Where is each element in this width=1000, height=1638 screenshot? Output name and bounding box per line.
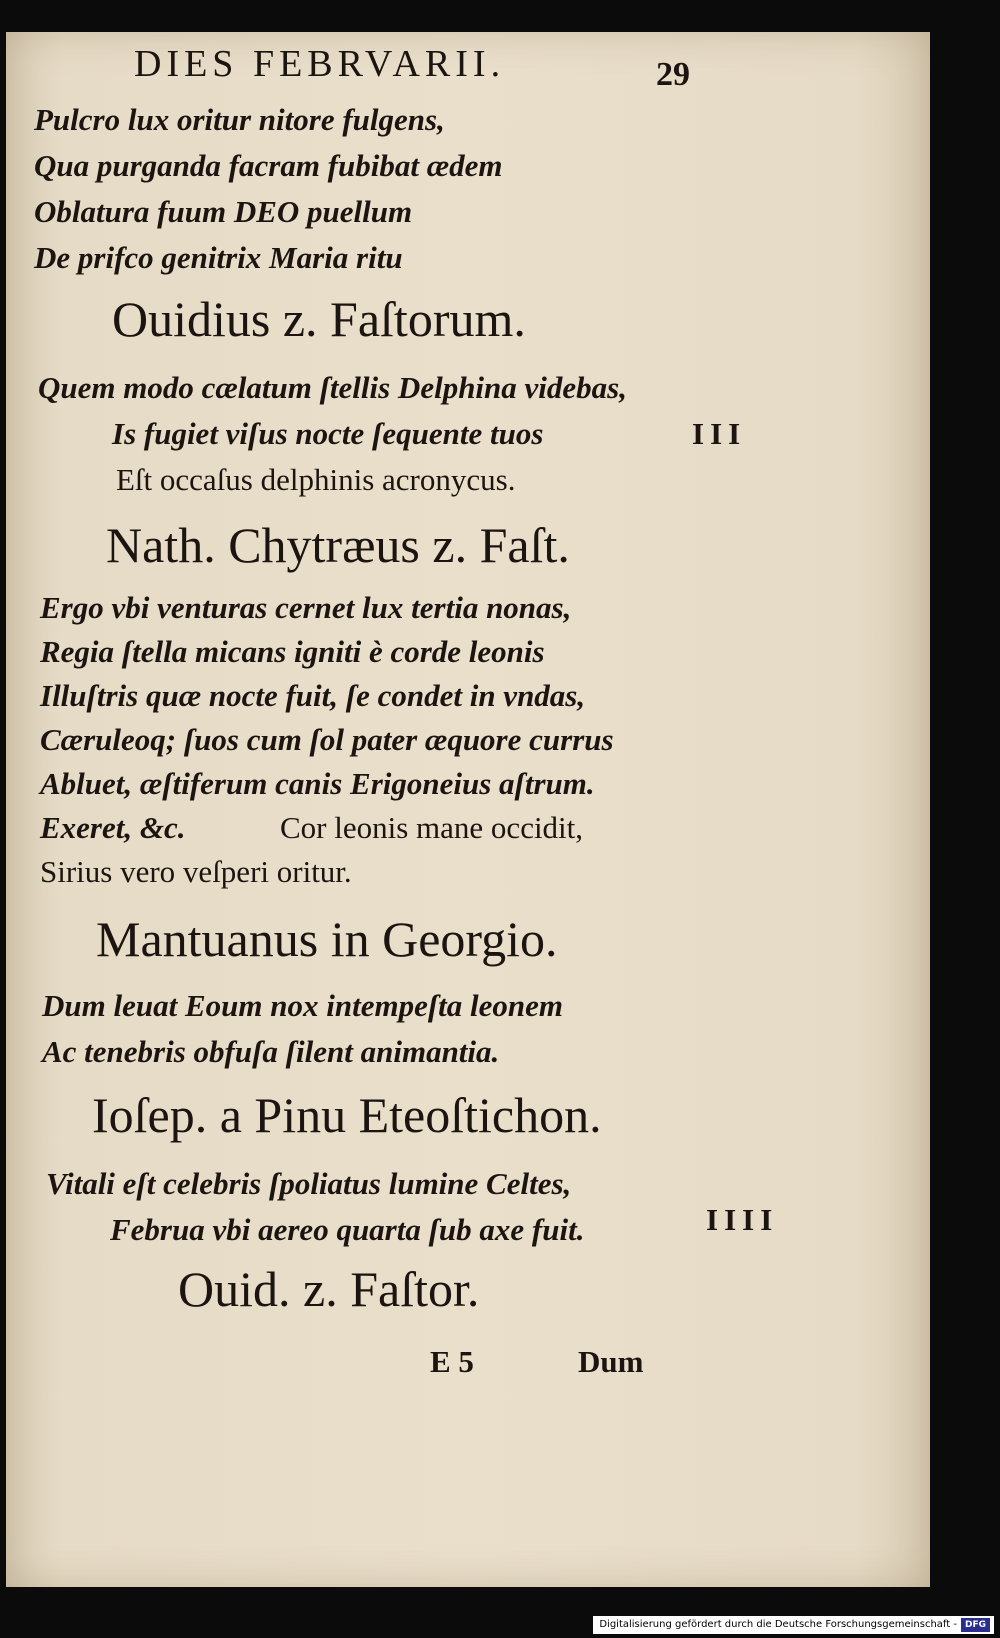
section-heading: Ouid. z. Faſtor. [178, 1261, 480, 1317]
page-number: 29 [656, 56, 690, 93]
verse-line: Ergo vbi venturas cernet lux tertia nonas, [40, 590, 572, 625]
prose-line: Sirius vero veſperi oritur. [40, 854, 352, 889]
page-text-block [6, 32, 930, 1587]
margin-day-number: III [692, 416, 747, 451]
verse-line: Cæruleoq; ſuos cum ſol pater æquore currus [40, 722, 614, 757]
dfg-logo-icon: DFG [961, 1618, 990, 1632]
signature-mark: E 5 [430, 1344, 474, 1379]
verse-line: Vitali eſt celebris ſpoliatus lumine Celtes, [46, 1166, 572, 1201]
verse-line: Pulcro lux oritur nitore fulgens, [34, 102, 445, 137]
book-page [6, 32, 930, 1587]
section-heading: Mantuanus in Georgio. [96, 911, 558, 967]
verse-line: Exeret, &c. [40, 810, 186, 845]
verse-line: Qua purganda facram fubibat ædem [34, 148, 503, 183]
verse-line: Februa vbi aereo quarta ſub axe fuit. [110, 1212, 585, 1247]
digitization-credit [593, 1616, 994, 1634]
running-head: DIES FEBRVARII. [134, 43, 506, 85]
verse-line: De prifco genitrix Maria ritu [34, 240, 403, 275]
margin-day-number: IIII [706, 1202, 779, 1237]
section-heading: Ioſep. a Pinu Eteoſtichon. [92, 1087, 602, 1143]
verse-line: Dum leuat Eoum nox intempeſta leonem [42, 988, 564, 1023]
catchword: Dum [578, 1344, 644, 1379]
credit-text: Digitalisierung gefördert durch die Deutsche Forschungsgemeinschaft - [599, 1619, 957, 1630]
prose-line: Cor leonis mane occidit, [280, 810, 584, 845]
prose-line: Eſt occaſus delphinis acronycus. [116, 462, 516, 497]
verse-line: Quem modo cælatum ſtellis Delphina videbas, [38, 370, 627, 405]
verse-line: Is fugiet viſus nocte ſequente tuos [112, 416, 544, 451]
verse-line: Ac tenebris obfuſa ſilent animantia. [42, 1034, 500, 1069]
verse-line: Illuſtris quæ nocte fuit, ſe condet in vndas, [40, 678, 586, 713]
verse-line: Regia ſtella micans igniti è corde leonis [40, 634, 545, 669]
section-heading: Nath. Chytræus z. Faſt. [106, 517, 570, 573]
section-heading: Ouidius z. Faſtorum. [112, 291, 526, 347]
verse-line: Oblatura fuum DEO puellum [34, 194, 413, 229]
verse-line: Abluet, æſtiferum canis Erigoneius aſtrum. [40, 766, 595, 801]
